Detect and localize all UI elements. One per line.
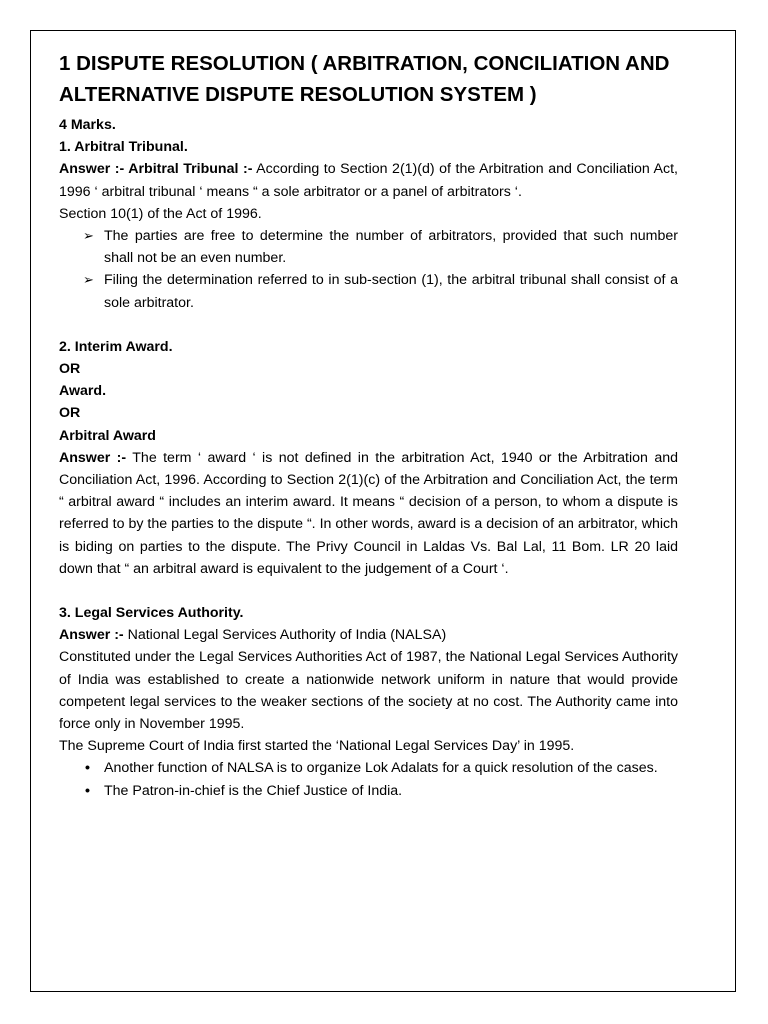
q1-points-list [59,225,678,314]
q3-paragraph-2: The Supreme Court of India first started the ‘National Legal Services Day’ in 1995. [59,738,575,755]
q3-paragraph-1: Constituted under the Legal Services Authorities Act of 1987, the National Legal Services Authority of India was established to create a nationwide network uniform in nature that would provide competent legal services to the weaker sections of the society at no cost. The Authority came into force only in November 1995. [59,649,678,733]
q2-heading-line: 2. Interim Award. [59,338,173,355]
arrow-bullet-icon: ➢ [83,228,94,244]
spacer [59,314,678,336]
list-item-text: Filing the determination referred to in sub-section (1), the arbitral tribunal shall consist of a sole arbitrator. [104,272,678,311]
q1-answer-label: Answer :- Arbitral Tribunal :- [59,161,253,178]
q2-heading-line: Arbitral Award [59,427,156,444]
document-title: 1 DISPUTE RESOLUTION ( ARBITRATION, CONCILIATION AND ALTERNATIVE DISPUTE RESOLUTION SYSTEM ) [59,52,670,106]
list-item-text: The parties are free to determine the number of arbitrators, provided that such number shall not be an even number. [104,228,678,267]
q3-answer-text: National Legal Services Authority of India (NALSA) [123,627,447,644]
q1-heading: 1. Arbitral Tribunal. [59,139,188,156]
list-item-text: Another function of NALSA is to organize Lok Adalats for a quick resolution of the cases. [104,760,658,777]
q3-answer-label: Answer :- [59,627,124,644]
q2-heading-line: OR [59,405,81,422]
dot-bullet-icon: • [85,760,90,777]
list-item [59,780,678,802]
spacer [59,580,678,602]
list-item [59,269,678,313]
dot-bullet-icon: • [85,782,90,799]
q3-heading: 3. Legal Services Authority. [59,605,244,622]
q1-answer-text: According to Section 2(1)(d) of the Arbitration and Conciliation Act, 1996 ‘ arbitral tribunal ‘ means “ a sole arbitrator or a panel of arbitrators ‘. [59,161,678,200]
marks-label: 4 Marks. [59,117,116,133]
q1-section-line: Section 10(1) of the Act of 1996. [59,205,262,222]
list-item-text: The Patron-in-chief is the Chief Justice of India. [104,782,403,799]
q1-answer [59,158,678,202]
q2-heading-line: OR [59,361,81,378]
document-body [59,48,678,802]
q2-heading-line: Award. [59,383,107,400]
list-item [59,225,678,269]
q3-points-list [59,757,678,801]
q3-answer [59,624,678,646]
arrow-bullet-icon: ➢ [83,272,94,288]
q2-answer-text: The term ‘ award ‘ is not defined in the arbitration Act, 1940 or the Arbitration and Conciliation Act, 1996. According to Section 2(1)(c) of the Arbitration and Conciliation Act, the term “ arbitral award “ includes an interim award. It means “ decision of a person, to whom a dispute is referred to by the parties to the dispute “. In other words, award is a decision of an arbitrator, which is biding on parties to the dispute. The Privy Council in Laldas Vs. Bal Lal, 11 Bom. LR 20 laid down that “ an arbitral award is equivalent to the judgement of a Court ‘. [59,449,678,577]
q2-answer [59,447,678,580]
q2-answer-label: Answer :- [59,449,127,466]
list-item [59,757,678,779]
